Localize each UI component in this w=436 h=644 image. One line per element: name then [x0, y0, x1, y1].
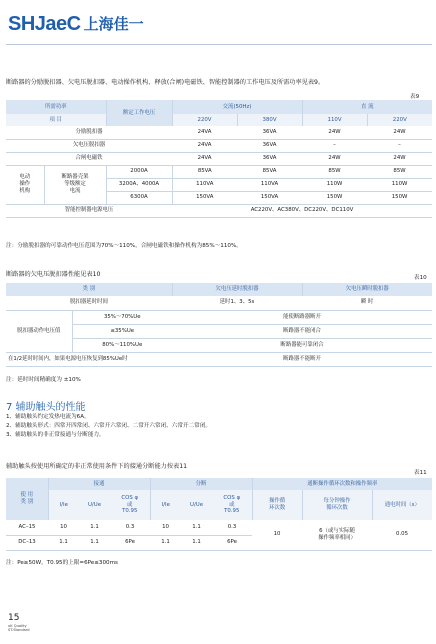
cell-value: 110VA [172, 178, 237, 191]
cell-value: 24W [302, 126, 367, 139]
table10-header-category: 类 别 [6, 283, 172, 296]
controller-voltage-value: AC220V、AC380V、DC220V、DC110V [172, 204, 432, 217]
cell-value: 1.1 [48, 535, 79, 550]
cell-value: 6Pe [212, 535, 252, 550]
cell-value: 85W [302, 165, 367, 178]
cell-value: 0.3 [110, 520, 150, 535]
table-row [6, 352, 432, 366]
cell-value: 85VA [172, 165, 237, 178]
cell-value: 36VA [237, 126, 302, 139]
cell-value: 36VA [237, 152, 302, 165]
cell-value: 24W [367, 126, 432, 139]
cell-value: 24VA [172, 152, 237, 165]
frame-current: 2000A [106, 165, 172, 178]
ops-frequency: 6（或与实际随 操作频率相同） [302, 520, 372, 550]
section1-title: 断路器的分励脱扣器、欠电压脱扣器、电动操作机构、释放(合闸)电磁铁、智能控制器的工作电压及所需功率见表9。 [6, 79, 325, 86]
company-logo [8, 12, 144, 36]
table9-header-voltage: 额定工作电压 [106, 100, 172, 126]
half-delay-result: 断路器不能断开 [172, 352, 432, 366]
table9-note: 注：分励脱扣器的可靠动作电压范围为70%～110%，合闸电磁铁和操作机构为85%～110%。 [6, 243, 242, 249]
table11-subheader: COS φ 或 T0.95 [110, 490, 150, 520]
table9-header-v: 220V [367, 114, 432, 126]
table11-note: 注：Pe≥50W，T0.95的上限=6Pe≤300ms [6, 560, 118, 566]
cell-value: 150VA [172, 191, 237, 204]
footer-line: uK Quality [8, 624, 27, 628]
table9-header-power: 所需功率 [6, 100, 106, 114]
table9-header-v: 220V [172, 114, 237, 126]
aux-contact-heading: 7 辅助触头的性能 [6, 402, 86, 413]
logo-english: SHJaeC [8, 13, 81, 35]
cell-value: 110VA [237, 178, 302, 191]
cell-value: 36VA [237, 139, 302, 152]
cell-value: 85W [367, 165, 432, 178]
table10-number: 表10 [414, 275, 427, 281]
cell-value: – [367, 139, 432, 152]
logo-chinese: 上海佳一 [83, 15, 144, 33]
table9-header-dc: 直 流 [302, 100, 432, 114]
condition-value: ≤35%Ue [72, 324, 172, 338]
table9-header-v: 110V [302, 114, 367, 126]
cell-value: 1.1 [79, 535, 110, 550]
result-value: 断路器能可靠闭合 [172, 338, 432, 352]
table11-header-break: 分断 [150, 478, 252, 490]
table9-header-item: 项 目 [6, 114, 106, 126]
row-label: 合闸电磁铁 [6, 152, 172, 165]
table11-subheader: I/Ie [48, 490, 79, 520]
header-divider [6, 44, 432, 45]
cell-value: 1.1 [79, 520, 110, 535]
ops-count: 10 [252, 520, 302, 550]
cell-value: 10 [48, 520, 79, 535]
aux-contact-list [6, 413, 211, 440]
delay-time-label: 脱扣器延时时间 [6, 296, 172, 310]
table10-header-instant: 欠电压瞬时脱扣器 [302, 283, 432, 296]
table-row [6, 204, 432, 217]
footer-text [8, 624, 30, 632]
page-number: 15 [8, 613, 20, 623]
cell-value: 24VA [172, 126, 237, 139]
section4-title: 辅助触头按使用所确定的非正常使用条件下的接通分断能力按表11 [6, 463, 188, 470]
table9 [6, 100, 432, 218]
half-delay-label: 在1/2延时时间内，如果电源电压恢复到85%Ue时 [6, 352, 172, 366]
table11-header-ops: 通断操作循环次数和操作频率 [252, 478, 432, 490]
table-row [6, 310, 432, 324]
table-row [6, 126, 432, 139]
table11-subheader: 操作循 环次数 [252, 490, 302, 520]
cell-value: 150W [302, 191, 367, 204]
table11-subheader: U/Ue [79, 490, 110, 520]
cell-value: 150VA [237, 191, 302, 204]
frame-current-label: 断路器壳架 等级额定 电流 [44, 165, 106, 204]
table9-header-v: 380V [237, 114, 302, 126]
table11-subheader: 通电时间（s） [372, 490, 432, 520]
row-label: 分励脱扣器 [6, 126, 172, 139]
footer-line: ST.Standard [8, 628, 30, 632]
cell-value: 0.3 [212, 520, 252, 535]
frame-current: 6300A [106, 191, 172, 204]
list-item: 3、辅助触头的非正常接通与分断能力。 [6, 432, 105, 438]
cell-value: 24VA [172, 139, 237, 152]
cell-value: 1.1 [181, 520, 212, 535]
table11-subheader: 每分钟操作 循环次数 [302, 490, 372, 520]
table11-subheader: U/Ue [181, 490, 212, 520]
table-row [6, 165, 432, 178]
result-value: 断路器不能闭合 [172, 324, 432, 338]
use-category: DC–13 [6, 535, 48, 550]
cell-value: 6Pe [110, 535, 150, 550]
table9-header-ac: 交流(50Hz) [172, 100, 302, 114]
motor-mechanism-label: 电动 操作 机构 [6, 165, 44, 204]
table10 [6, 283, 432, 367]
action-voltage-label: 脱扣器动作电压值 [6, 310, 72, 352]
cell-value: 150W [367, 191, 432, 204]
result-value: 能使断路器断开 [172, 310, 432, 324]
instant-value: 瞬 时 [302, 296, 432, 310]
table11-subheader: COS φ 或 T0.95 [212, 490, 252, 520]
table10-header-delay: 欠电压延时脱扣器 [172, 283, 302, 296]
cell-value: 1.1 [181, 535, 212, 550]
cell-value: 24W [367, 152, 432, 165]
table11 [6, 478, 432, 551]
table9-number: 表9 [410, 94, 420, 100]
row-label: 欠电压脱扣器 [6, 139, 172, 152]
cell-value: 10 [150, 520, 181, 535]
cell-value: 85VA [237, 165, 302, 178]
table10-note: 注：延时时间精确度为 ±10% [6, 377, 81, 383]
table11-subheader: I/Ie [150, 490, 181, 520]
table-row [6, 152, 432, 165]
cell-value: 1.1 [150, 535, 181, 550]
controller-voltage-label: 智能控制器电源电压 [6, 204, 172, 217]
cell-value: 110W [367, 178, 432, 191]
list-item: 1、辅助触头约定发热电流为6A。 [6, 414, 90, 420]
list-item: 2、辅助触头形式：四常开四常闭、六常开六常闭、二常开六常闭、六常开二常闭。 [6, 423, 211, 429]
table11-number: 表11 [414, 470, 427, 476]
condition-value: 80%～110%Ue [72, 338, 172, 352]
cell-value: 110W [302, 178, 367, 191]
table-row [6, 296, 432, 310]
delay-time-value: 延时1、3、5s [172, 296, 302, 310]
power-time: 0.05 [372, 520, 432, 550]
condition-value: 35%～70%Ue [72, 310, 172, 324]
table-row [6, 520, 432, 535]
table11-header-use: 使 用 类 别 [6, 478, 48, 520]
section2-title: 断路器的欠电压脱扣器性能见表10 [6, 271, 101, 278]
use-category: AC–15 [6, 520, 48, 535]
table11-header-make: 接通 [48, 478, 150, 490]
table-row [6, 139, 432, 152]
cell-value: – [302, 139, 367, 152]
frame-current: 3200A、4000A [106, 178, 172, 191]
cell-value: 24W [302, 152, 367, 165]
